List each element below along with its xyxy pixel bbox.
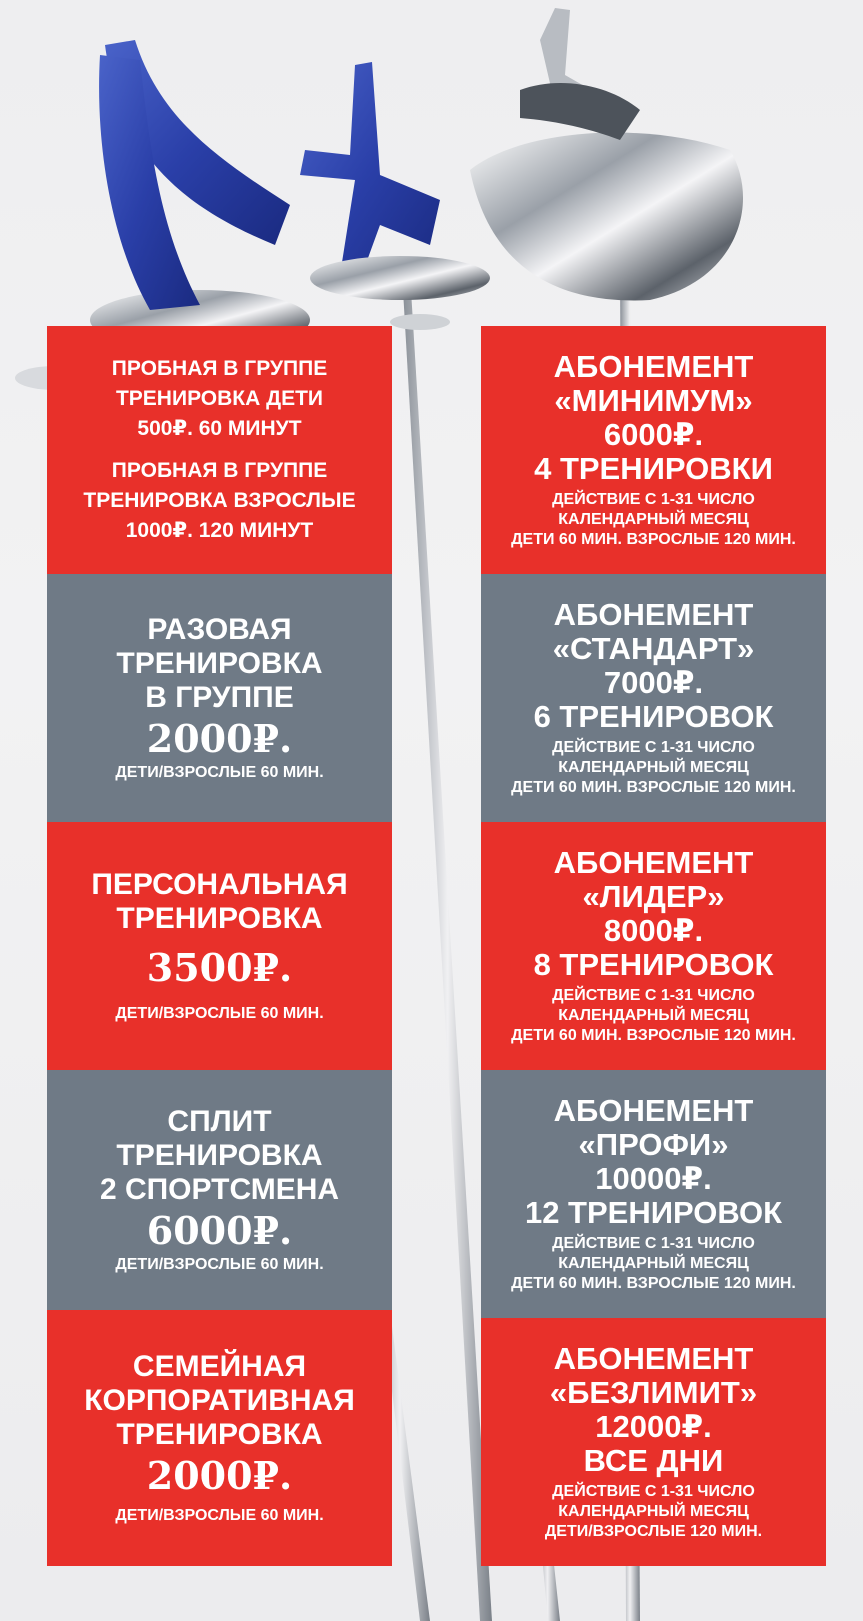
card-title-line: «БЕЗЛИМИТ» bbox=[549, 1375, 758, 1410]
card-title-line: АБОНЕМЕНТ bbox=[553, 1341, 754, 1376]
card-title-line: «ЛИДЕР» bbox=[582, 879, 725, 914]
card-price: 6000₽. bbox=[603, 417, 704, 452]
card-title-line: «ПРОФИ» bbox=[578, 1127, 729, 1162]
subscription-minimum-card bbox=[481, 326, 826, 574]
card-title-line: В ГРУППЕ bbox=[145, 681, 294, 714]
trial-card bbox=[47, 326, 392, 574]
card-title-line: ПЕРСОНАЛЬНАЯ bbox=[91, 868, 348, 901]
card-title-line: СПЛИТ bbox=[167, 1105, 272, 1138]
card-title-line: «СТАНДАРТ» bbox=[552, 631, 755, 666]
card-title-line: ТРЕНИРОВКА bbox=[116, 647, 323, 680]
card-title-line: АБОНЕМЕНТ bbox=[553, 597, 754, 632]
right-subscription-column bbox=[481, 326, 826, 1566]
card-title-line: АБОНЕМЕНТ bbox=[553, 845, 754, 880]
subscription-leader-card bbox=[481, 822, 826, 1070]
card-sessions: 6 ТРЕНИРОВОК bbox=[533, 699, 774, 734]
guard-shape bbox=[310, 256, 490, 300]
card-title-line: 2 СПОРТСМЕНА bbox=[99, 1173, 340, 1206]
card-title-line: АБОНЕМЕНТ bbox=[553, 349, 754, 384]
card-note: ДЕЙСТВИЕ С 1-31 ЧИСЛО bbox=[552, 987, 755, 1004]
card-note: ДЕЙСТВИЕ С 1-31 ЧИСЛО bbox=[552, 1235, 755, 1252]
card-price: 6000₽. bbox=[146, 1208, 293, 1253]
left-price-column bbox=[47, 326, 392, 1566]
split-training-card bbox=[47, 1070, 392, 1310]
card-note: ДЕТИ 60 МИН. ВЗРОСЛЫЕ 120 МИН. bbox=[511, 779, 796, 796]
handle-shape bbox=[520, 83, 640, 140]
grip-shape bbox=[300, 62, 440, 280]
single-training-card bbox=[47, 574, 392, 822]
card-note: ДЕЙСТВИЕ С 1-31 ЧИСЛО bbox=[552, 491, 755, 508]
card-note: КАЛЕНДАРНЫЙ МЕСЯЦ bbox=[558, 511, 749, 528]
card-sessions: 12 ТРЕНИРОВОК bbox=[524, 1195, 783, 1230]
card-title-line: РАЗОВАЯ bbox=[147, 613, 292, 646]
card-price: 7000₽. bbox=[603, 665, 704, 700]
personal-training-card bbox=[47, 822, 392, 1070]
card-title-line: СЕМЕЙНАЯ bbox=[132, 1350, 307, 1383]
family-corporate-card bbox=[47, 1310, 392, 1566]
card-sessions: ВСЕ ДНИ bbox=[583, 1443, 724, 1478]
card-price: 3500₽. bbox=[146, 945, 293, 990]
card-note: ДЕТИ 60 МИН. ВЗРОСЛЫЕ 120 МИН. bbox=[511, 1027, 796, 1044]
card-price: 2000₽. bbox=[146, 716, 293, 761]
card-title-line: АБОНЕМЕНТ bbox=[553, 1093, 754, 1128]
card-title-line: «МИНИМУМ» bbox=[554, 383, 753, 418]
card-note: ДЕЙСТВИЕ С 1-31 ЧИСЛО bbox=[552, 1483, 755, 1500]
trial-adults-line1: ПРОБНАЯ В ГРУППЕ bbox=[111, 459, 328, 482]
card-note: ДЕТИ/ВЗРОСЛЫЕ 60 МИН. bbox=[115, 1256, 324, 1273]
trial-adults-line3: 1000₽. 120 МИНУТ bbox=[125, 519, 314, 542]
blade-shape bbox=[403, 290, 492, 1621]
card-note: КАЛЕНДАРНЫЙ МЕСЯЦ bbox=[558, 1503, 749, 1520]
trial-kids-line3: 500₽. 60 МИНУТ bbox=[137, 417, 302, 440]
card-title-line: КОРПОРАТИВНАЯ bbox=[84, 1384, 355, 1417]
card-note: КАЛЕНДАРНЫЙ МЕСЯЦ bbox=[558, 1007, 749, 1024]
card-note: ДЕТИ/ВЗРОСЛЫЕ 60 МИН. bbox=[115, 1507, 324, 1524]
card-price: 8000₽. bbox=[603, 913, 704, 948]
subscription-unlimited-card bbox=[481, 1318, 826, 1566]
card-note: КАЛЕНДАРНЫЙ МЕСЯЦ bbox=[558, 759, 749, 776]
card-title-line: ТРЕНИРОВКА bbox=[116, 1139, 323, 1172]
card-note: ДЕТИ/ВЗРОСЛЫЕ 120 МИН. bbox=[544, 1523, 763, 1540]
card-note: ДЕТИ 60 МИН. ВЗРОСЛЫЕ 120 МИН. bbox=[511, 1275, 796, 1292]
trial-kids-line2: ТРЕНИРОВКА ДЕТИ bbox=[115, 387, 324, 410]
card-price: 10000₽. bbox=[595, 1161, 712, 1196]
card-note: ДЕТИ/ВЗРОСЛЫЕ 60 МИН. bbox=[115, 764, 324, 781]
card-sessions: 8 ТРЕНИРОВОК bbox=[533, 947, 774, 982]
subscription-profi-card bbox=[481, 1070, 826, 1318]
guard-shape bbox=[470, 133, 743, 301]
guard-shape bbox=[390, 314, 450, 330]
card-sessions: 4 ТРЕНИРОВКИ bbox=[534, 451, 773, 486]
card-price: 2000₽. bbox=[146, 1453, 293, 1498]
trial-adults-line2: ТРЕНИРОВКА ВЗРОСЛЫЕ bbox=[83, 489, 356, 512]
card-note: ДЕЙСТВИЕ С 1-31 ЧИСЛО bbox=[552, 739, 755, 756]
card-title-line: ТРЕНИРОВКА bbox=[116, 902, 323, 935]
card-note: КАЛЕНДАРНЫЙ МЕСЯЦ bbox=[558, 1255, 749, 1272]
trial-kids-line1: ПРОБНАЯ В ГРУППЕ bbox=[111, 357, 328, 380]
card-note: ДЕТИ/ВЗРОСЛЫЕ 60 МИН. bbox=[115, 1005, 324, 1022]
card-price: 12000₽. bbox=[595, 1409, 712, 1444]
card-note: ДЕТИ 60 МИН. ВЗРОСЛЫЕ 120 МИН. bbox=[511, 531, 796, 548]
card-title-line: ТРЕНИРОВКА bbox=[116, 1418, 323, 1451]
subscription-standard-card bbox=[481, 574, 826, 822]
